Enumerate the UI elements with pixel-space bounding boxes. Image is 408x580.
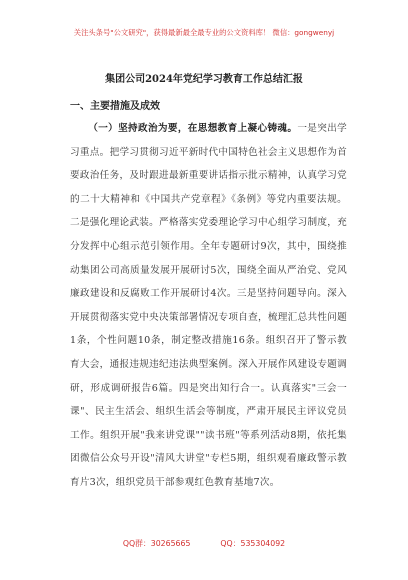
body-text [70, 117, 347, 495]
body-paragraph [70, 117, 347, 495]
document-title: 集团公司2024年党纪学习教育工作总结汇报 [105, 74, 303, 85]
paragraph-text: 一是突出学习重点。把学习贯彻习近平新时代中国特色社会主义思想作为首要政治任务，及时跟进最新重要讲话指示批示精神，认真学习党的二十大精神和《中国共产党章程》《条例》等党内重要法规。二是强化理论武装。严格落实党委理论学习中心组学习制度，充分发挥中心组示范引领作用。全年专题研讨9次，其中，围绕推动集团公司高质量发展开展研讨5次，围绕全面从严治党、党风廉政建设和反腐败工作开展研讨4次。三是坚持问题导向。深入开展贯彻落实党中央决策部署情况专项自查，梳理汇总共性问题1条，个性问题10条，制定整改措施16条。组织召开了警示教育大会，通报违规违纪违法典型案例。深入开展作风建设专题调研，形成调研报告6篇。四是突出知行合一。认真落实"三会一课"、民主生活会、组织生活会等制度，严肃开展民主评议党员工作。组织开展"我来讲党课""读书班"等系列活动8期，依托集团微信公众号开设"清风大讲堂"专栏5期，组织观看廉政警示教育片3次，组织党员干部参观红色教育基地7次。 [70, 123, 347, 488]
subheading: （一）坚持政治为要，在思想教育上凝心铸魂。 [88, 123, 298, 134]
footer-contact [0, 538, 408, 549]
section-heading: 一、主要措施及成效 [70, 101, 160, 112]
header-banner: 关注头条号"公文研究"，获得最新最全最专业的公文资料库！ 微信：gongwenyj [73, 28, 335, 37]
footer-qq: QQ：535304092 [220, 539, 286, 548]
footer-qq-group: QQ群：30265665 [122, 539, 191, 548]
